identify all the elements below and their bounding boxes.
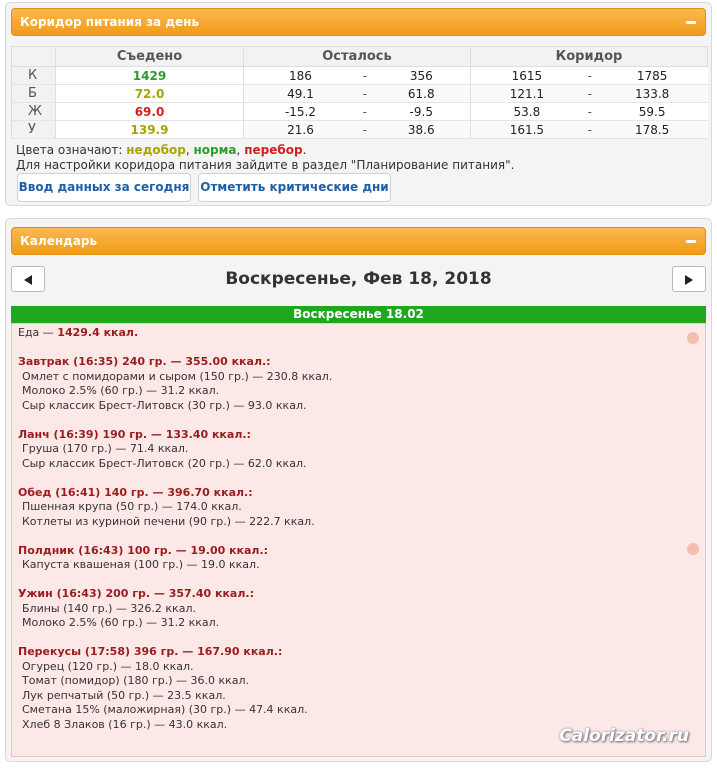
meal-item: Лук репчатый (50 гр.) — 23.5 ккал. xyxy=(22,688,226,702)
corridor-row xyxy=(12,121,708,139)
dash: - xyxy=(583,121,597,139)
legend-norm: норма xyxy=(193,143,237,157)
eaten-value: 1429 xyxy=(56,67,244,85)
header-eaten: Съедено xyxy=(56,47,244,67)
header-left: Осталось xyxy=(244,47,471,67)
left-max: 38.6 xyxy=(373,121,471,139)
meal-item: Сметана 15% (маложирная) (30 гр.) — 47.4 ккал. xyxy=(22,703,308,716)
enter-today-button[interactable]: Ввод данных за сегодня xyxy=(17,173,191,202)
row-label: У xyxy=(12,121,56,139)
meal-title: Полдник (16:43) 100 гр. — 19.00 ккал.: xyxy=(18,543,269,557)
arrow-left-icon xyxy=(24,275,32,285)
left-min: 49.1 xyxy=(244,85,357,103)
corridor-max: 1785 xyxy=(597,67,708,85)
corridor-min: 121.1 xyxy=(470,85,582,103)
left-min: 186 xyxy=(244,67,357,85)
corridor-row xyxy=(12,67,708,85)
row-label: Б xyxy=(12,85,56,103)
row-label: Ж xyxy=(12,103,56,121)
collapse-icon[interactable] xyxy=(683,14,699,30)
meal-title: Обед (16:41) 140 гр. — 396.70 ккал.: xyxy=(18,485,253,499)
dash: - xyxy=(357,85,373,103)
corridor-min: 1615 xyxy=(470,67,582,85)
meal-item: Блины (140 гр.) — 326.2 ккал. xyxy=(22,601,196,615)
meal-item: Томат (помидор) (180 гр.) — 36.0 ккал. xyxy=(22,674,250,687)
mark-critical-days-button[interactable]: Отметить критические дни xyxy=(198,173,391,202)
eaten-value: 69.0 xyxy=(56,103,244,121)
date-title: Воскресенье, Фев 18, 2018 xyxy=(225,269,492,289)
corridor-max: 178.5 xyxy=(597,121,708,139)
legend-prefix: Цвета означают: xyxy=(16,143,123,157)
eaten-value: 139.9 xyxy=(56,121,244,139)
calendar-title: Календарь xyxy=(20,234,98,248)
legend-under: недобор xyxy=(126,143,186,157)
corridor-table xyxy=(11,46,708,139)
legend: Цвета означают: недобор, норма, перебор. Для настройки коридора питания зайдите в раздел "Планирование питания". xyxy=(16,143,515,172)
meal-list xyxy=(18,355,699,732)
next-day-button[interactable] xyxy=(672,266,706,292)
hand-icon[interactable] xyxy=(687,543,699,555)
corridor-title: Коридор питания за день xyxy=(20,15,200,29)
legend-over: перебор xyxy=(244,143,303,157)
corridor-row xyxy=(12,103,708,121)
meal-item: Молоко 2.5% (60 гр.) — 31.2 ккал. xyxy=(22,384,220,397)
meal-item: Молоко 2.5% (60 гр.) — 31.2 ккал. xyxy=(22,616,220,629)
row-label: К xyxy=(12,67,56,85)
meal-item: Груша (170 гр.) — 71.4 ккал. xyxy=(22,442,189,455)
header-corridor: Коридор xyxy=(470,47,707,67)
eaten-value: 72.0 xyxy=(56,85,244,103)
meal-item: Сыр классик Брест-Литовск (20 гр.) — 62.0 ккал. xyxy=(22,456,307,470)
dash: - xyxy=(357,103,373,121)
calendar-header[interactable] xyxy=(11,227,706,255)
watermark: Calorizator.ru xyxy=(559,726,689,746)
prev-day-button[interactable] xyxy=(11,266,45,292)
meal-item: Огурец (120 гр.) — 18.0 ккал. xyxy=(22,659,194,673)
day-body xyxy=(11,323,706,757)
corridor-header[interactable] xyxy=(11,8,706,36)
day-header: Воскресенье 18.02 xyxy=(11,306,706,323)
meal-item: Омлет с помидорами и сыром (150 гр.) — 230.8 ккал. xyxy=(22,369,333,383)
dash: - xyxy=(583,103,597,121)
meal-title: Ланч (16:39) 190 гр. — 133.40 ккал.: xyxy=(18,427,251,441)
meal-item: Капуста квашеная (100 гр.) — 19.0 ккал. xyxy=(22,558,260,571)
corridor-panel xyxy=(5,2,712,206)
corridor-min: 161.5 xyxy=(470,121,582,139)
left-max: 61.8 xyxy=(373,85,471,103)
corridor-max: 59.5 xyxy=(597,103,708,121)
collapse-icon[interactable] xyxy=(683,233,699,249)
meal-item: Сыр классик Брест-Литовск (30 гр.) — 93.0 ккал. xyxy=(22,398,307,412)
meal-title: Перекусы (17:58) 396 гр. — 167.90 ккал.: xyxy=(18,645,283,658)
calendar-panel xyxy=(5,218,712,762)
meal-item: Пшенная крупа (50 гр.) — 174.0 ккал. xyxy=(22,500,242,513)
dash: - xyxy=(583,85,597,103)
arrow-right-icon xyxy=(685,275,693,285)
dash: - xyxy=(357,67,373,85)
corridor-min: 53.8 xyxy=(470,103,582,121)
header-empty xyxy=(12,47,56,67)
dash: - xyxy=(357,121,373,139)
corridor-note: Для настройки коридора питания зайдите в раздел "Планирование питания". xyxy=(16,158,515,172)
left-min: 21.6 xyxy=(244,121,357,139)
hand-icon[interactable] xyxy=(687,332,699,344)
left-min: -15.2 xyxy=(244,103,357,121)
meal-title: Ужин (16:43) 200 гр. — 357.40 ккал.: xyxy=(18,587,254,600)
corridor-row xyxy=(12,85,708,103)
dash: - xyxy=(583,67,597,85)
corridor-max: 133.8 xyxy=(597,85,708,103)
meal-item: Хлеб 8 Злаков (16 гр.) — 43.0 ккал. xyxy=(22,717,228,731)
left-max: -9.5 xyxy=(373,103,471,121)
left-max: 356 xyxy=(373,67,471,85)
meal-title: Завтрак (16:35) 240 гр. — 355.00 ккал.: xyxy=(18,355,271,368)
meal-item: Котлеты из куриной печени (90 гр.) — 222.7 ккал. xyxy=(22,514,315,528)
day-total: Еда — 1429.4 ккал. xyxy=(18,326,139,339)
